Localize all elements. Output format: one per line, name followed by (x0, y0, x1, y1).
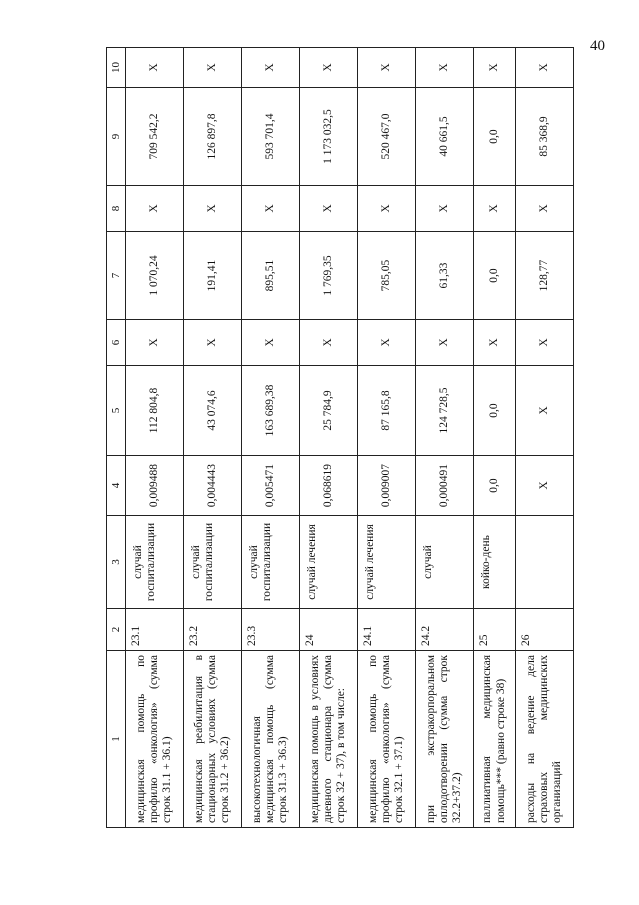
col-header: 1 (107, 651, 126, 828)
row-number: 24 (300, 609, 358, 651)
header-row (107, 48, 126, 828)
row-number: 23.2 (184, 609, 242, 651)
col-header: 10 (107, 48, 126, 88)
cell: 593 701,4 (242, 88, 300, 186)
cell: X (242, 320, 300, 366)
cell: 87 165,8 (358, 366, 416, 456)
row-number: 24.2 (416, 609, 474, 651)
cell: 1 173 032,5 (300, 88, 358, 186)
table-row (242, 48, 300, 828)
data-table (106, 47, 574, 828)
cell: X (358, 320, 416, 366)
col-header: 8 (107, 186, 126, 232)
cell: X (126, 186, 184, 232)
cell: X (416, 186, 474, 232)
page-number: 40 (590, 38, 605, 54)
row-unit: случай госпитализации (184, 516, 242, 609)
row-number: 23.1 (126, 609, 184, 651)
table-row (416, 48, 474, 828)
cell: X (358, 48, 416, 88)
cell: 191,41 (184, 232, 242, 320)
table-row (184, 48, 242, 828)
cell: 0,0 (474, 456, 516, 516)
cell: X (242, 186, 300, 232)
row-number: 26 (515, 609, 573, 651)
row-unit: случай госпитализации (126, 516, 184, 609)
cell: X (515, 48, 573, 88)
row-unit: случай госпитализации (242, 516, 300, 609)
row-name: медицинская помощь по профилю «онкология» (сумма строк 32.1 + 37.1) (358, 651, 416, 828)
cell: 0,000491 (416, 456, 474, 516)
row-number: 24.1 (358, 609, 416, 651)
cell: 85 368,9 (515, 88, 573, 186)
row-number: 25 (474, 609, 516, 651)
col-header: 2 (107, 609, 126, 651)
cell: 40 661,5 (416, 88, 474, 186)
row-name: расходы на ведение дела страховых медицинских организаций (515, 651, 573, 828)
cell: 0,0 (474, 88, 516, 186)
row-name: при экстракорпоральном оплодотворении (сумма строк 32.2+37.2) (416, 651, 474, 828)
cell: 163 689,38 (242, 366, 300, 456)
col-header: 4 (107, 456, 126, 516)
row-unit (515, 516, 573, 609)
row-name: медицинская помощь по профилю «онкология» (сумма строк 31.1 + 36.1) (126, 651, 184, 828)
cell: X (474, 48, 516, 88)
cell: X (474, 320, 516, 366)
cell: 0,068619 (300, 456, 358, 516)
cell: X (184, 320, 242, 366)
cell: 895,51 (242, 232, 300, 320)
cell: X (515, 186, 573, 232)
cell: X (474, 186, 516, 232)
table-row (300, 48, 358, 828)
cell: 128,77 (515, 232, 573, 320)
cell: X (358, 186, 416, 232)
cell: X (416, 48, 474, 88)
row-unit: койко-день (474, 516, 516, 609)
cell: X (515, 456, 573, 516)
cell: 0,0 (474, 366, 516, 456)
table-row (126, 48, 184, 828)
cell: 0,009488 (126, 456, 184, 516)
table-row (358, 48, 416, 828)
cell: X (184, 186, 242, 232)
table-row (515, 48, 573, 828)
rotated-table-container (106, 48, 574, 828)
cell: 25 784,9 (300, 366, 358, 456)
col-header: 9 (107, 88, 126, 186)
row-name: высокотехнологичная медицинская помощь (сумма строк 31.3 + 36.3) (242, 651, 300, 828)
cell: X (300, 320, 358, 366)
cell: 1 070,24 (126, 232, 184, 320)
col-header: 3 (107, 516, 126, 609)
cell: X (416, 320, 474, 366)
cell: 43 074,6 (184, 366, 242, 456)
row-unit: случай лечения (358, 516, 416, 609)
cell: 112 804,8 (126, 366, 184, 456)
cell: 785,05 (358, 232, 416, 320)
cell: 1 769,35 (300, 232, 358, 320)
cell: 124 728,5 (416, 366, 474, 456)
cell: X (300, 186, 358, 232)
col-header: 7 (107, 232, 126, 320)
cell: 0,004443 (184, 456, 242, 516)
col-header: 6 (107, 320, 126, 366)
cell: X (126, 48, 184, 88)
cell: 0,0 (474, 232, 516, 320)
table-row (474, 48, 516, 828)
col-header: 5 (107, 366, 126, 456)
cell: X (126, 320, 184, 366)
cell: 0,005471 (242, 456, 300, 516)
cell: X (515, 320, 573, 366)
row-unit: случай лечения (300, 516, 358, 609)
cell: 520 467,0 (358, 88, 416, 186)
row-number: 23.3 (242, 609, 300, 651)
cell: X (515, 366, 573, 456)
cell: X (184, 48, 242, 88)
cell: 126 897,8 (184, 88, 242, 186)
row-name: паллиативная медицинская помощь*** (равно строке 38) (474, 651, 516, 828)
cell: 61,33 (416, 232, 474, 320)
row-name: медицинская реабилитация в стационарных условиях (сумма строк 31.2 + 36.2) (184, 651, 242, 828)
cell: X (300, 48, 358, 88)
row-unit: случай (416, 516, 474, 609)
cell: 0,009007 (358, 456, 416, 516)
row-name: медицинская помощь в условиях дневного стационара (сумма строк 32 + 37), в том числе: (300, 651, 358, 828)
cell: 709 542,2 (126, 88, 184, 186)
cell: X (242, 48, 300, 88)
